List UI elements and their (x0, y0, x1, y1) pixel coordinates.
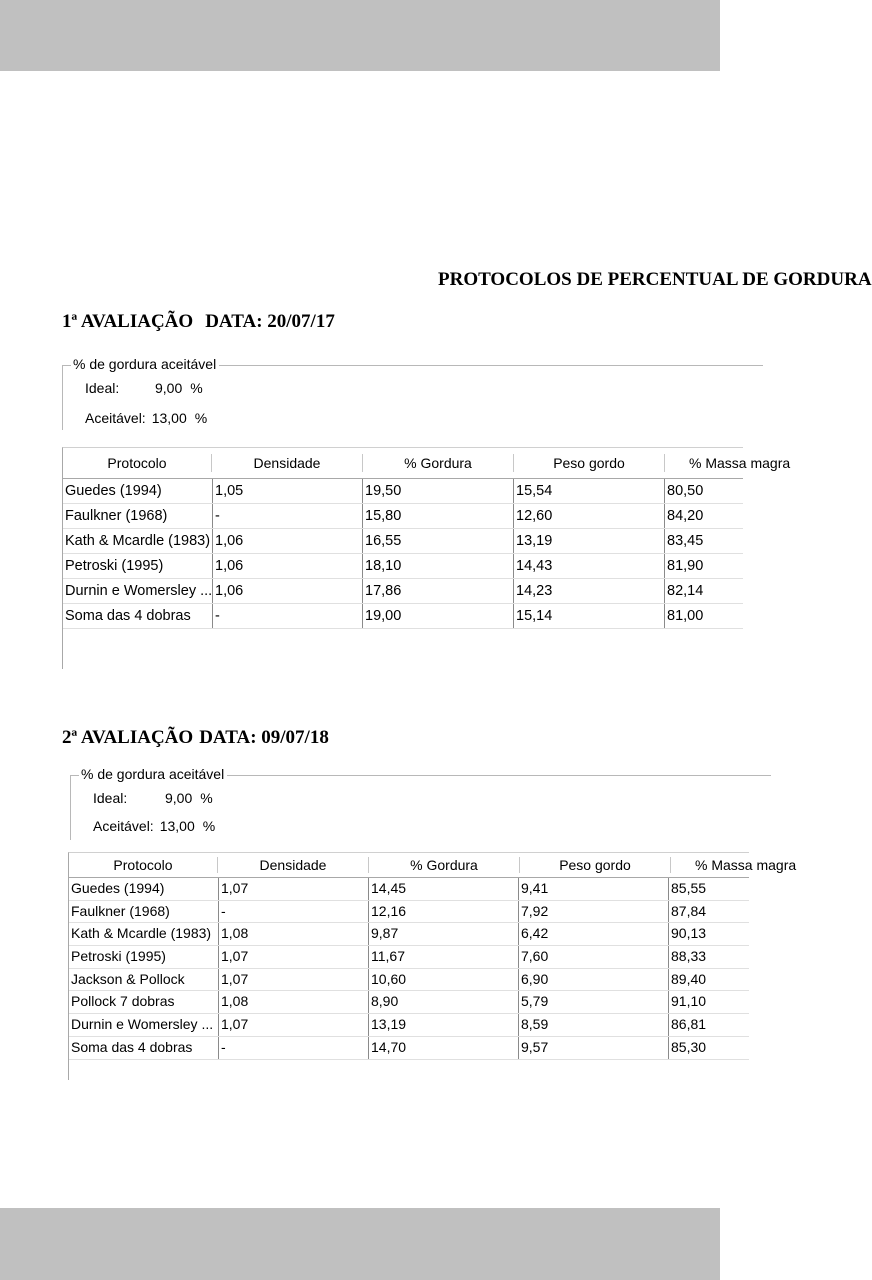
ideal-label: Ideal: (93, 790, 128, 806)
table-row[interactable] (69, 1037, 749, 1060)
cell-gordura: 17,86 (363, 579, 514, 603)
cell-peso-gordo: 7,60 (519, 946, 669, 968)
table-row[interactable] (63, 554, 743, 579)
cell-gordura: 19,50 (363, 479, 514, 503)
cell-densidade: 1,08 (219, 991, 369, 1013)
evaluation-heading (62, 727, 329, 749)
cell-peso-gordo: 7,92 (519, 901, 669, 923)
cell-protocolo: Guedes (1994) (69, 878, 219, 900)
ideal-row (93, 790, 213, 806)
cell-peso-gordo: 6,90 (519, 969, 669, 991)
cell-gordura: 12,16 (369, 901, 519, 923)
top-bar (0, 0, 720, 71)
cell-protocolo: Soma das 4 dobras (69, 1037, 219, 1059)
document-page (0, 71, 872, 1208)
cell-peso-gordo: 12,60 (514, 504, 665, 528)
cell-gordura: 16,55 (363, 529, 514, 553)
column-header-densidade[interactable]: Densidade (259, 857, 327, 873)
cell-peso-gordo: 15,54 (514, 479, 665, 503)
cell-gordura: 10,60 (369, 969, 519, 991)
cell-massa-magra: 88,33 (671, 948, 707, 965)
cell-gordura: 18,10 (363, 554, 514, 578)
table-body (69, 878, 749, 1080)
ideal-value: 9,00 (155, 380, 183, 396)
cell-massa-magra: 81,00 (667, 608, 704, 624)
ideal-unit: % (190, 380, 203, 396)
cell-peso-gordo: 6,42 (519, 923, 669, 945)
cell-massa-magra: 85,30 (671, 1038, 707, 1055)
table-row[interactable] (63, 529, 743, 554)
evaluation-number: 2ª AVALIAÇÃO (62, 727, 194, 748)
ideal-unit: % (200, 790, 213, 806)
cell-gordura: 14,45 (369, 878, 519, 900)
table-row[interactable] (63, 479, 743, 504)
table-empty-area (69, 1060, 749, 1080)
table-body (63, 479, 743, 669)
cell-massa-magra: 85,55 (671, 880, 707, 896)
document-title: PROTOCOLOS DE PERCENTUAL DE GORDURA (438, 269, 872, 290)
cell-massa-magra: 87,84 (671, 902, 707, 919)
acceptable-fat-group (62, 356, 763, 430)
evaluation-date: DATA: 20/07/17 (205, 311, 335, 332)
acceptable-row (85, 410, 207, 426)
table-row[interactable] (63, 504, 743, 529)
cell-protocolo: Soma das 4 dobras (63, 604, 213, 628)
table-row[interactable] (69, 901, 749, 924)
acceptable-unit: % (194, 410, 208, 426)
cell-densidade: - (219, 1037, 369, 1059)
cell-protocolo: Jackson & Pollock (69, 969, 219, 991)
cell-peso-gordo: 8,59 (519, 1014, 669, 1036)
ideal-value: 9,00 (165, 790, 193, 806)
acceptable-value: 13,00 (159, 818, 195, 834)
column-header-massa-magra[interactable]: % Massa magra (695, 857, 797, 873)
cell-protocolo: Kath & Mcardle (1983) (69, 923, 219, 945)
table-row[interactable] (69, 991, 749, 1014)
cell-protocolo: Faulkner (1968) (63, 504, 213, 528)
column-header-protocolo[interactable]: Protocolo (107, 455, 167, 471)
cell-protocolo: Durnin e Womersley ... (63, 579, 213, 603)
cell-peso-gordo: 13,19 (514, 529, 665, 553)
acceptable-row (93, 818, 215, 834)
ideal-label: Ideal: (85, 380, 120, 396)
cell-gordura: 13,19 (369, 1014, 519, 1036)
cell-densidade: - (213, 604, 363, 628)
cell-densidade: 1,07 (219, 1014, 369, 1036)
cell-densidade: 1,07 (219, 878, 369, 900)
cell-peso-gordo: 9,41 (519, 878, 669, 900)
acceptable-label: Aceitável: (85, 410, 146, 426)
cell-densidade: 1,08 (219, 923, 369, 945)
cell-densidade: 1,06 (213, 579, 363, 603)
protocol-table (68, 852, 797, 1080)
cell-massa-magra: 84,20 (667, 508, 704, 524)
cell-massa-magra: 90,13 (671, 925, 707, 942)
cell-protocolo: Petroski (1995) (69, 946, 219, 968)
cell-peso-gordo: 15,14 (514, 604, 665, 628)
cell-protocolo: Faulkner (1968) (69, 901, 219, 923)
bottom-bar (0, 1208, 720, 1280)
cell-gordura: 14,70 (369, 1037, 519, 1059)
table-row[interactable] (69, 946, 749, 969)
cell-protocolo: Guedes (1994) (63, 479, 213, 503)
cell-massa-magra: 83,45 (667, 533, 704, 549)
cell-densidade: 1,07 (219, 969, 369, 991)
cell-densidade: - (219, 901, 369, 923)
cell-massa-magra: 82,14 (667, 583, 704, 599)
cell-gordura: 9,87 (369, 923, 519, 945)
cell-peso-gordo: 9,57 (519, 1037, 669, 1059)
table-row[interactable] (69, 878, 749, 901)
cell-protocolo: Durnin e Womersley ... (69, 1014, 219, 1036)
evaluation-date: DATA: 09/07/18 (199, 727, 329, 748)
cell-protocolo: Petroski (1995) (63, 554, 213, 578)
acceptable-fat-group (70, 766, 771, 840)
column-header-peso-gordo[interactable]: Peso gordo (553, 455, 625, 471)
acceptable-value: 13,00 (151, 410, 187, 426)
table-header (69, 853, 797, 878)
cell-gordura: 11,67 (369, 946, 519, 968)
column-header-gordura[interactable]: % Gordura (410, 857, 478, 873)
cell-densidade: 1,06 (213, 554, 363, 578)
table-row[interactable] (69, 969, 749, 992)
cell-densidade: 1,05 (213, 479, 363, 503)
column-header-gordura[interactable]: % Gordura (404, 455, 472, 471)
cell-protocolo: Kath & Mcardle (1983) (63, 529, 213, 553)
group-legend: % de gordura aceitável (71, 356, 219, 372)
cell-massa-magra: 86,81 (671, 1016, 707, 1033)
table-row[interactable] (69, 923, 749, 946)
column-header-densidade[interactable]: Densidade (253, 455, 321, 471)
acceptable-label: Aceitável: (93, 818, 154, 834)
table-row[interactable] (63, 604, 743, 629)
cell-peso-gordo: 5,79 (519, 991, 669, 1013)
table-empty-area (63, 629, 743, 669)
acceptable-unit: % (202, 818, 216, 834)
column-header-massa-magra[interactable]: % Massa magra (689, 455, 791, 471)
cell-peso-gordo: 14,43 (514, 554, 665, 578)
column-header-protocolo[interactable]: Protocolo (113, 857, 173, 873)
cell-massa-magra: 81,90 (667, 558, 704, 574)
column-header-peso-gordo[interactable]: Peso gordo (559, 857, 631, 873)
cell-massa-magra: 91,10 (671, 993, 707, 1010)
cell-peso-gordo: 14,23 (514, 579, 665, 603)
table-row[interactable] (69, 1014, 749, 1037)
table-header (63, 448, 791, 479)
evaluation-heading (62, 311, 335, 333)
group-legend: % de gordura aceitável (79, 766, 227, 782)
cell-massa-magra: 89,40 (671, 970, 707, 987)
table-row[interactable] (63, 579, 743, 604)
cell-gordura: 8,90 (369, 991, 519, 1013)
cell-massa-magra: 80,50 (667, 483, 704, 499)
evaluation-number: 1ª AVALIAÇÃO (62, 311, 194, 332)
cell-densidade: 1,06 (213, 529, 363, 553)
ideal-row (85, 380, 203, 396)
cell-densidade: 1,07 (219, 946, 369, 968)
cell-gordura: 19,00 (363, 604, 514, 628)
cell-gordura: 15,80 (363, 504, 514, 528)
cell-protocolo: Pollock 7 dobras (69, 991, 219, 1013)
cell-densidade: - (213, 504, 363, 528)
protocol-table (62, 447, 791, 669)
